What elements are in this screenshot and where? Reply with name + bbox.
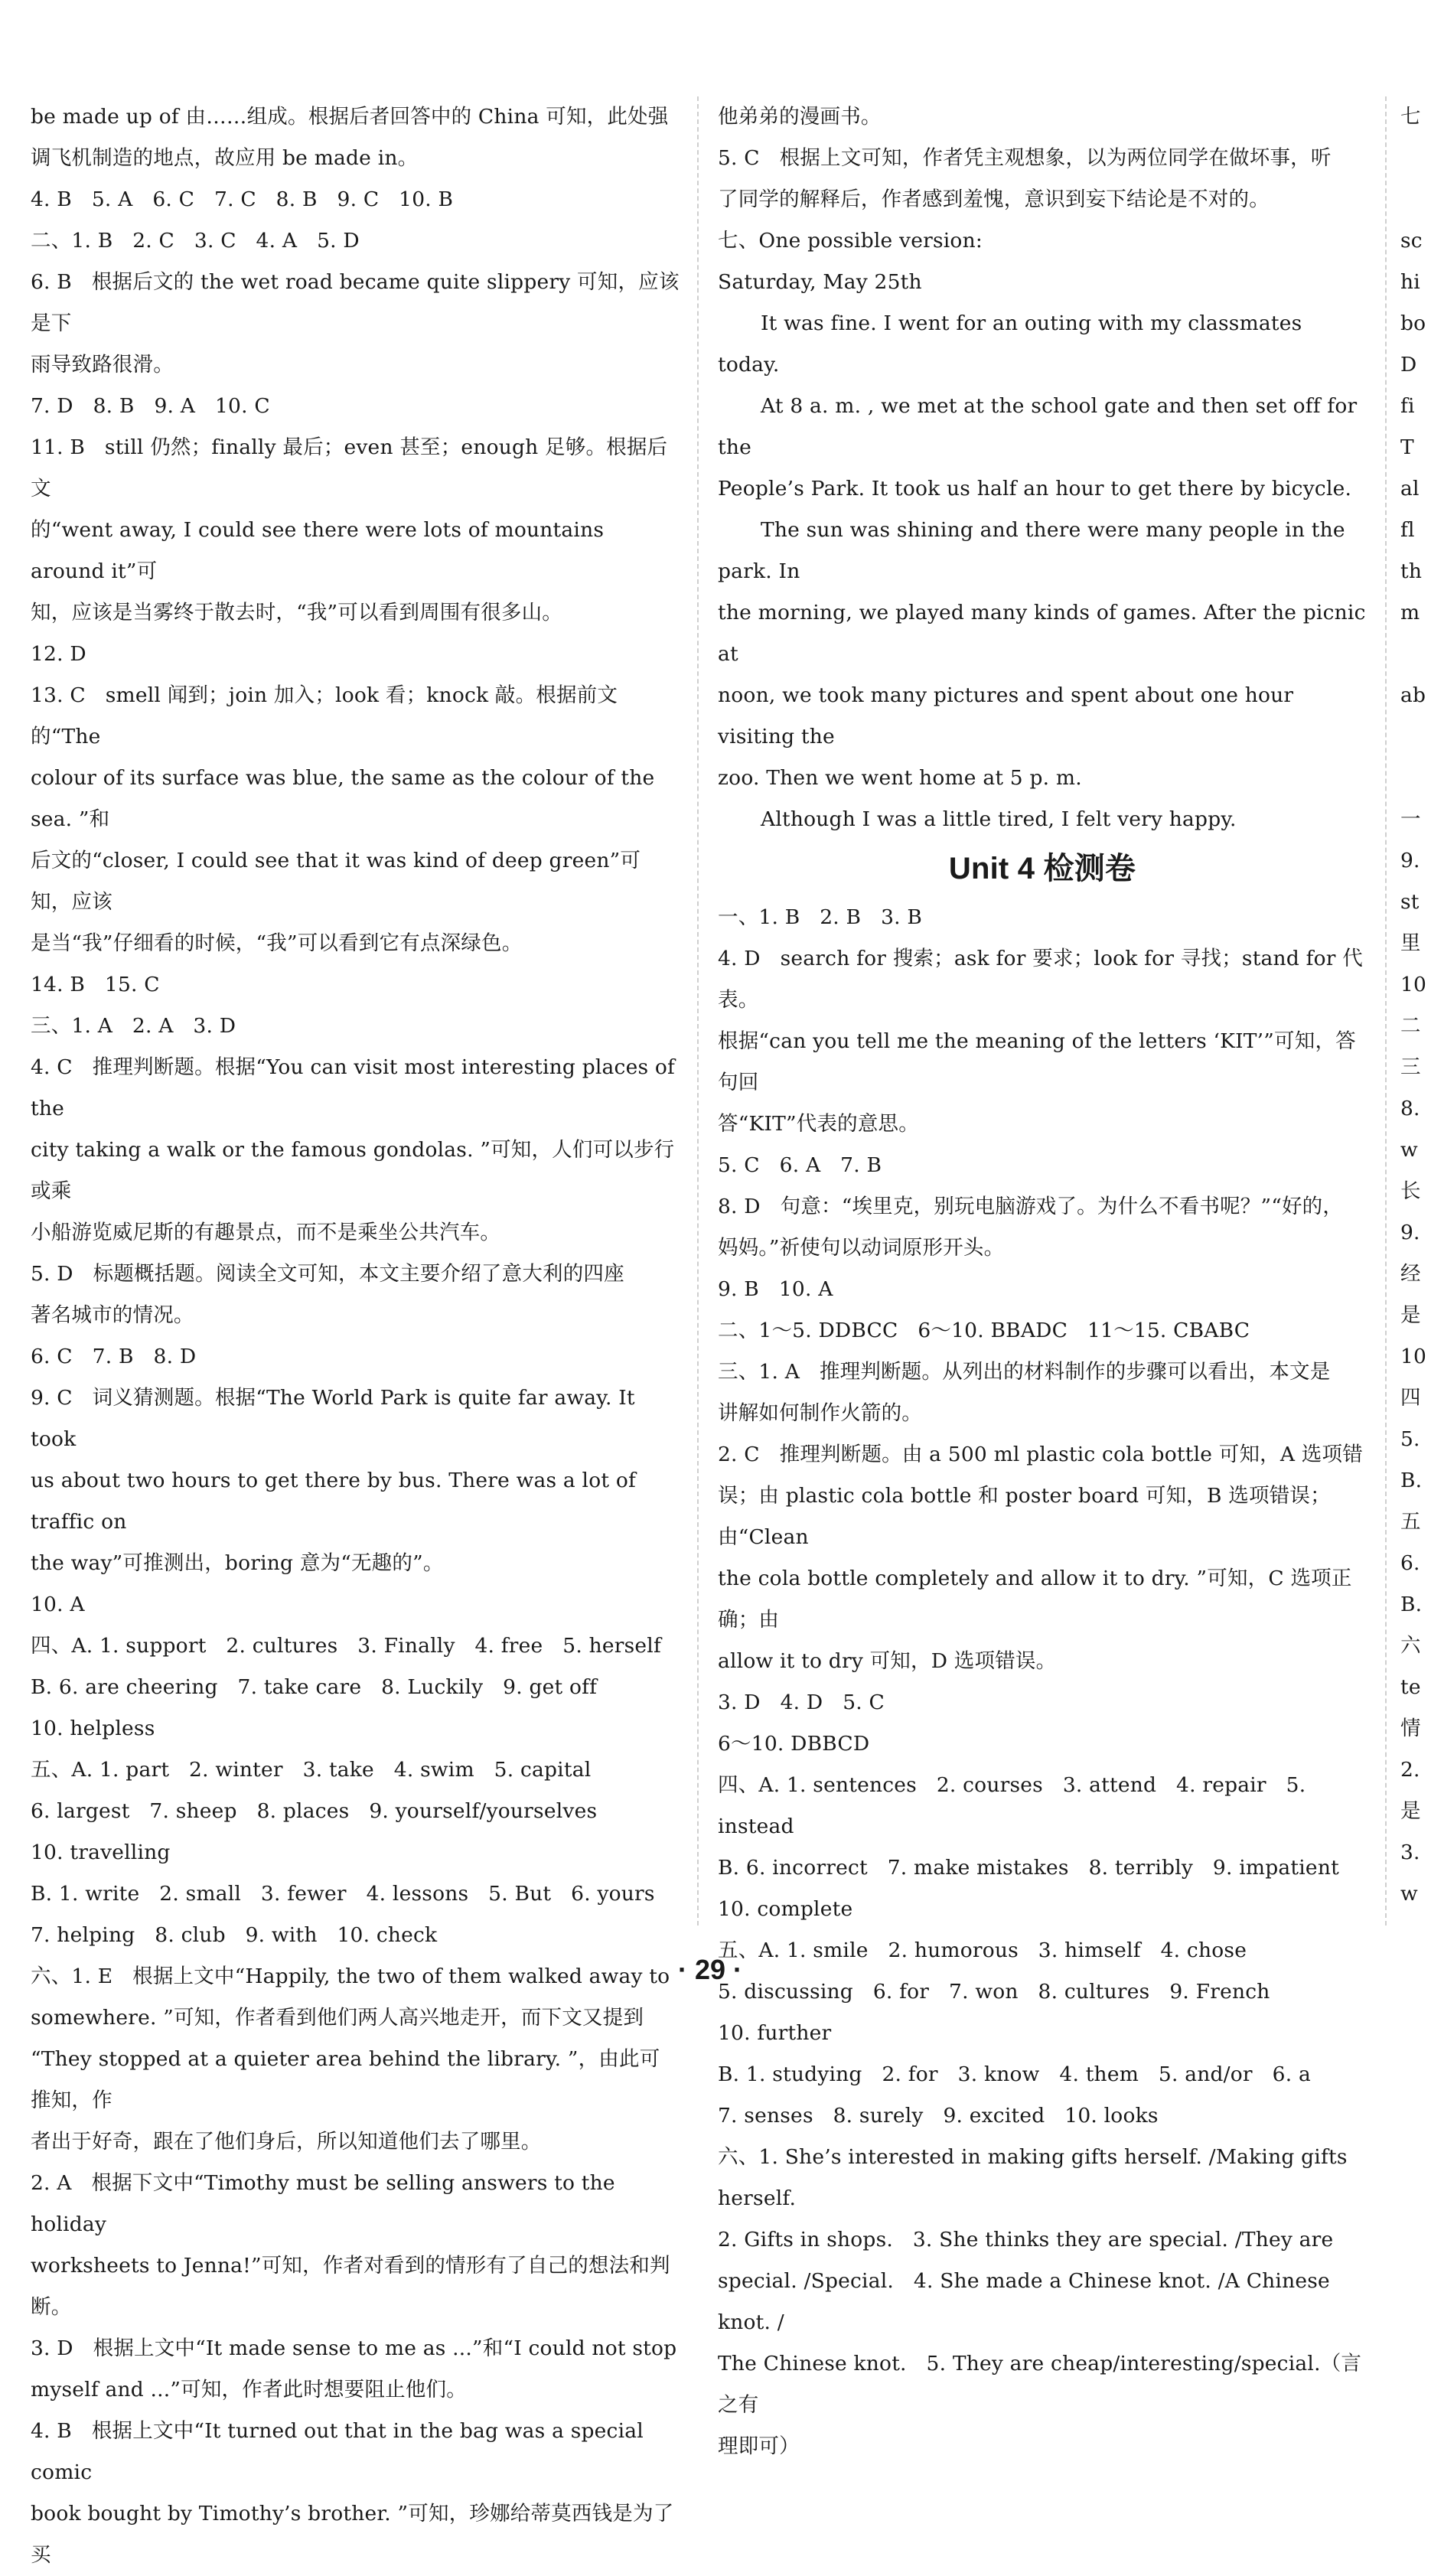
answer-line: 知，应该是当雾终于散去时，“我”可以看到周围有很多山。: [31, 601, 562, 624]
answer-line: Although I was a little tired, I felt very happy.: [761, 807, 1237, 831]
answer-line: 的“went away, I could see there were lots of mountains around it”可: [31, 518, 611, 583]
answer-line: 七: [1400, 105, 1421, 129]
answer-line: [1400, 716, 1431, 758]
answer-line: city taking a walk or the famous gondolas. ”可知，人们可以步行或乘: [31, 1138, 675, 1203]
answer-line: 三、1. A 2. A 3. D: [31, 1014, 236, 1038]
answer-line: 五、A. 1. part 2. winter 3. take 4. swim 5. capital: [31, 1758, 592, 1782]
answer-line: Saturday, May 25th: [718, 270, 922, 294]
answer-line: ab: [1400, 683, 1426, 707]
answer-line: 是: [1400, 1799, 1421, 1823]
answer-line: [1400, 138, 1431, 179]
answer-line: al: [1400, 477, 1420, 501]
answer-line: 四、A. 1. sentences 2. courses 3. attend 4. repair 5. instead: [718, 1773, 1312, 1838]
column-divider: [697, 96, 699, 1925]
answer-line: 5.: [1400, 1427, 1420, 1451]
answer-line: 9.: [1400, 1221, 1420, 1244]
answer-line: somewhere. ”可知，作者看到他们两人高兴地走开，而下文又提到: [31, 2006, 644, 2030]
answer-line: 妈妈。”祈使句以动词原形开头。: [718, 1236, 1005, 1260]
answer-line: 9. C 词义猜测题。根据“The World Park is quite far away. It took: [31, 1386, 642, 1451]
answer-line: D: [1400, 353, 1417, 377]
answer-line: w: [1400, 1138, 1418, 1162]
answer-line: 13. C smell 闻到；join 加入；look 看；knock 敲。根据前文的“The: [31, 683, 618, 748]
answer-line: 四: [1400, 1386, 1421, 1410]
answer-line: 3.: [1400, 1841, 1420, 1864]
answer-line: m: [1400, 601, 1420, 624]
answer-line: the way”可推测出，boring 意为“无趣的”。: [31, 1551, 444, 1575]
answer-line: the cola bottle completely and allow it to dry. ”可知，C 选项正确；由: [718, 1567, 1352, 1632]
answer-line: 10. travelling: [31, 1841, 171, 1864]
answer-line: 四、A. 1. support 2. cultures 3. Finally 4. free 5. herself: [31, 1634, 661, 1658]
answer-line: 4. B 5. A 6. C 7. C 8. B 9. C 10. B: [31, 187, 454, 211]
answer-line: 10. helpless: [31, 1717, 155, 1740]
answer-line: 3. D 4. D 5. C: [718, 1691, 885, 1714]
middle-column: [718, 96, 1373, 2467]
answer-line: allow it to dry 可知，D 选项错误。: [718, 1649, 1057, 1673]
answer-line: 6.: [1400, 1551, 1420, 1575]
answer-line: B.: [1400, 1593, 1423, 1616]
answer-line: 4. C 推理判断题。根据“You can visit most interesting places of the: [31, 1055, 682, 1120]
answer-line: bo: [1400, 311, 1426, 335]
answer-line: 6. B 根据后文的 the wet road became quite slippery 可知，应该是下: [31, 270, 680, 335]
answer-line: 长: [1400, 1179, 1421, 1203]
answer-line: 理即可）: [718, 2434, 800, 2458]
answer-line: 6～10. DBBCD: [718, 1732, 870, 1756]
answer-line: People’s Park. It took us half an hour to get there by bicycle.: [718, 477, 1352, 501]
answer-line: 4. B 根据上文中“It turned out that in the bag was a special comic: [31, 2419, 650, 2484]
answer-line: w: [1400, 1882, 1418, 1906]
answer-line: 讲解如何制作火箭的。: [718, 1401, 922, 1425]
answer-line: 4. D search for 搜索；ask for 要求；look for 寻找；stand for 代表。: [718, 947, 1363, 1012]
answer-line: 情: [1400, 1717, 1421, 1740]
answer-line: The Chinese knot. 5. They are cheap/interesting/special.（言之有: [718, 2352, 1362, 2417]
answer-line: 2. A 根据下文中“Timothy must be selling answers to the holiday: [31, 2171, 622, 2236]
answer-line: 后文的“closer, I could see that it was kind of deep green”可知，应该: [31, 849, 641, 914]
page-number: · 29 ·: [677, 1954, 743, 1985]
column-divider: [1385, 96, 1387, 1925]
answer-line: B.: [1400, 1469, 1423, 1492]
answer-line: 11. B still 仍然；finally 最后；even 甚至；enough 足够。根据后文: [31, 435, 668, 501]
answer-line: special. /Special. 4. She made a Chinese knot. /A Chinese knot. /: [718, 2269, 1337, 2334]
answer-line: 9.: [1400, 849, 1420, 872]
answer-line: colour of its surface was blue, the same as the colour of the sea. ”和: [31, 766, 662, 831]
answer-line: 2. Gifts in shops. 3. She thinks they are special. /They are: [718, 2228, 1334, 2252]
answer-line: hi: [1400, 270, 1420, 294]
answer-line: 5. C 根据上文可知，作者凭主观想象，以为两位同学在做坏事，听: [718, 146, 1332, 170]
answer-line: 14. B 15. C: [31, 973, 160, 996]
answer-line: B. 1. write 2. small 3. fewer 4. lessons 5. But 6. yours: [31, 1882, 655, 1906]
answer-line: fi: [1400, 394, 1415, 418]
answer-line: 7. helping 8. club 9. with 10. check: [31, 1923, 438, 1947]
answer-line: T: [1400, 435, 1414, 459]
answer-line: 者出于好奇，跟在了他们身后，所以知道他们去了哪里。: [31, 2130, 542, 2154]
answer-line: 5. discussing 6. for 7. won 8. cultures 9. French: [718, 1980, 1270, 2004]
answer-line: 12. D: [31, 642, 86, 666]
answer-line: 10. further: [718, 2021, 832, 2045]
answer-line: sc: [1400, 229, 1423, 253]
answer-line: 8. D 句意：“埃里克，别玩电脑游戏了。为什么不看书呢？”“好的，: [718, 1195, 1344, 1218]
answer-line: At 8 a. m. , we met at the school gate and then set off for the: [718, 394, 1364, 459]
answer-line: The sun was shining and there were many people in the park. In: [718, 518, 1352, 583]
answer-line: 经: [1400, 1262, 1421, 1286]
answer-line: th: [1400, 559, 1423, 583]
answer-line: the morning, we played many kinds of games. After the picnic at: [718, 601, 1373, 666]
answer-line: 三、1. A 推理判断题。从列出的材料制作的步骤可以看出，本文是: [718, 1360, 1331, 1384]
answer-line: [1400, 179, 1431, 220]
answer-line: 六、1. She’s interested in making gifts herself. /Making gifts herself.: [718, 2145, 1354, 2210]
answer-line: 9. B 10. A: [718, 1277, 833, 1301]
answer-line: 5. C 6. A 7. B: [718, 1153, 882, 1177]
answer-line: 二、1～5. DDBCC 6～10. BBADC 11～15. CBABC: [718, 1319, 1250, 1342]
answer-line: 三: [1400, 1055, 1421, 1079]
answer-line: 里: [1400, 931, 1421, 955]
answer-line: 7. senses 8. surely 9. excited 10. looks: [718, 2104, 1159, 2128]
answer-line: st: [1400, 890, 1420, 914]
answer-line: 七、One possible version:: [718, 229, 983, 253]
answer-line: It was fine. I went for an outing with my classmates today.: [718, 311, 1309, 377]
answer-line: 2.: [1400, 1758, 1420, 1782]
answer-line: 一、1. B 2. B 3. B: [718, 905, 923, 929]
answer-line: te: [1400, 1675, 1421, 1699]
answer-line: 3. D 根据上文中“It made sense to me as ...”和“I could not stop: [31, 2336, 677, 2360]
answer-line: book bought by Timothy’s brother. ”可知，珍娜给蒂莫西钱是为了买: [31, 2502, 674, 2567]
answer-line: 6. C 7. B 8. D: [31, 1345, 197, 1368]
answer-line: 6. largest 7. sheep 8. places 9. yourself/yourselves: [31, 1799, 598, 1823]
answer-line: 10: [1400, 973, 1427, 996]
answer-line: 误；由 plastic cola bottle 和 poster board 可知，B 选项错误；由“Clean: [718, 1484, 1331, 1549]
answer-line: 5. D 标题概括题。阅读全文可知，本文主要介绍了意大利的四座: [31, 1262, 624, 1286]
answer-line: B. 6. incorrect 7. make mistakes 8. terribly 9. impatient: [718, 1856, 1339, 1880]
answer-line: 一: [1400, 807, 1421, 831]
answer-line: myself and ...”可知，作者此时想要阻止他们。: [31, 2378, 467, 2402]
answer-line: 7. D 8. B 9. A 10. C: [31, 394, 270, 418]
answer-line: 著名城市的情况。: [31, 1303, 194, 1327]
answer-line: B. 1. studying 2. for 3. know 4. them 5. and/or 6. a: [718, 2062, 1311, 2086]
answer-line: 小船游览威尼斯的有趣景点，而不是乘坐公共汽车。: [31, 1221, 501, 1244]
answer-line: 10. complete: [718, 1897, 853, 1921]
answer-line: 了同学的解释后，作者感到羞愧，意识到妄下结论是不对的。: [718, 187, 1270, 211]
answer-line: us about two hours to get there by bus. There was a lot of traffic on: [31, 1469, 643, 1534]
answer-line: worksheets to Jenna!”可知，作者对看到的情形有了自己的想法和判断。: [31, 2254, 670, 2319]
answer-line: be made up of 由……组成。根据后者回答中的 China 可知，此处强: [31, 105, 669, 129]
answer-line: 五、A. 1. smile 2. humorous 3. himself 4. chose: [718, 1939, 1247, 1962]
answer-line: noon, we took many pictures and spent about one hour visiting the: [718, 683, 1300, 748]
answer-line: 2. C 推理判断题。由 a 500 ml plastic cola bottle 可知，A 选项错: [718, 1443, 1363, 1466]
answer-line: 8.: [1400, 1097, 1420, 1120]
unit-title: Unit 4 检测卷: [948, 852, 1136, 885]
answer-line: 二、1. B 2. C 3. C 4. A 5. D: [31, 229, 360, 253]
answer-line: 是当“我”仔细看的时候，“我”可以看到它有点深绿色。: [31, 931, 523, 955]
answer-line: zoo. Then we went home at 5 p. m.: [718, 766, 1082, 790]
answer-line: 六: [1400, 1634, 1421, 1658]
answer-line: 六、1. E 根据上文中“Happily, the two of them walked away to: [31, 1965, 670, 1988]
right-column-cropped: [1400, 96, 1431, 1915]
answer-line: 10. A: [31, 1593, 85, 1616]
answer-line: [1400, 758, 1431, 799]
answer-line: 答“KIT”代表的意思。: [718, 1112, 919, 1136]
answer-line: 雨导致路很滑。: [31, 353, 174, 377]
answer-line: 是: [1400, 1303, 1421, 1327]
answer-line: [1400, 634, 1431, 675]
answer-line: 根据“can you tell me the meaning of the letters ‘KIT’”可知，答句回: [718, 1029, 1356, 1094]
answer-line: 二: [1400, 1014, 1421, 1038]
answer-line: 调飞机制造的地点，故应用 be made in。: [31, 146, 419, 170]
answer-line: 他弟弟的漫画书。: [718, 105, 882, 129]
answer-line: 五: [1400, 1510, 1421, 1534]
answer-line: B. 6. are cheering 7. take care 8. Luckily 9. get off: [31, 1675, 598, 1699]
answer-line: “They stopped at a quieter area behind the library. ”，由此可推知，作: [31, 2047, 660, 2112]
answer-line: 10: [1400, 1345, 1427, 1368]
left-column: [31, 96, 680, 2576]
answer-line: fl: [1400, 518, 1415, 542]
